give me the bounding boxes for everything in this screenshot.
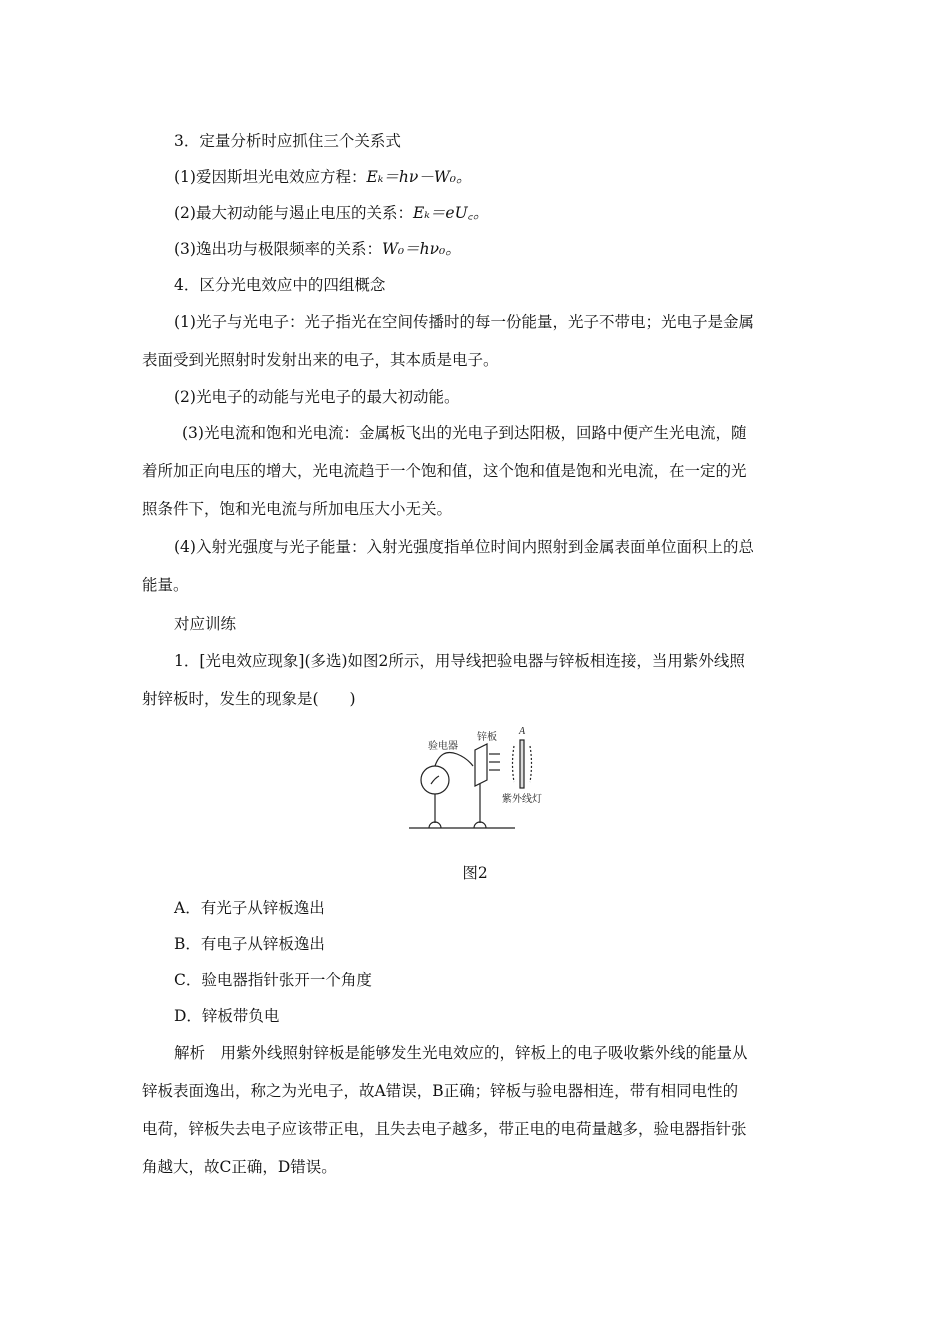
analysis-line4: 角越大，故C正确，D错误。 (142, 1158, 337, 1176)
option-a: A．有光子从锌板逸出 (174, 899, 325, 917)
concept-2: (2)光电子的动能与光电子的最大初动能。 (174, 388, 460, 406)
analysis-line3: 电荷，锌板失去电子应该带正电，且失去电子越多，带正电的电荷量越多，验电器指针张 (142, 1120, 747, 1138)
concept-3-line1: (3)光电流和饱和光电流：金属板飞出的光电子到达阳极，回路中便产生光电流，随 (182, 424, 747, 442)
analysis-line2: 锌板表面逸出，称之为光电子，故A错误，B正确；锌板与验电器相连，带有相同电性的 (142, 1082, 739, 1100)
relation-2 (174, 203, 489, 223)
section4-heading: 4．区分光电效应中的四组概念 (174, 276, 386, 294)
figure-caption: 图2 (462, 864, 488, 882)
option-b: B．有电子从锌板逸出 (174, 935, 325, 953)
relation-1-formula: Eₖ＝hν－W₀。 (366, 168, 472, 186)
relation-2-formula: Eₖ＝eU꜀。 (412, 204, 489, 222)
electroscope-body (421, 766, 449, 794)
figure-2-diagram (405, 722, 542, 832)
relation-1 (174, 167, 472, 187)
electroscope-needle (431, 776, 439, 784)
concept-3-line3: 照条件下，饱和光电流与所加电压大小无关。 (142, 500, 453, 518)
option-d: D．锌板带负电 (174, 1007, 280, 1025)
zinc-plate (475, 744, 487, 786)
relation-1-label: (1)爱因斯坦光电效应方程： (174, 168, 367, 186)
uv-lamp (520, 740, 524, 788)
option-c: C．验电器指针张开一个角度 (174, 971, 372, 989)
question-1-line2: 射锌板时，发生的现象是( ) (142, 690, 356, 708)
label-uv-lamp: 紫外线灯 (502, 794, 542, 805)
relation-2-label: (2)最大初动能与遏止电压的关系： (174, 204, 413, 222)
relation-3 (174, 239, 461, 259)
connecting-wire (435, 753, 473, 767)
training-heading: 对应训练 (174, 615, 237, 633)
relation-3-label: (3)逸出功与极限频率的关系： (174, 240, 382, 258)
concept-1-line2: 表面受到光照射时发射出来的电子，其本质是电子。 (142, 351, 499, 369)
concept-4-line1: (4)入射光强度与光子能量：入射光强度指单位时间内照射到金属表面单位面积上的总 (174, 538, 754, 556)
lamp-glow-left (513, 746, 515, 782)
label-A: A (519, 726, 526, 737)
analysis-line1: 解析 用紫外线照射锌板是能够发生光电效应的，锌板上的电子吸收紫外线的能量从 (174, 1044, 748, 1062)
lamp-glow-right (530, 746, 532, 782)
concept-1-line1: (1)光子与光电子：光子指光在空间传播时的每一份能量，光子不带电；光电子是金属 (174, 313, 754, 331)
label-electroscope: 验电器 (428, 741, 458, 752)
concept-3-line2: 着所加正向电压的增大，光电流趋于一个饱和值，这个饱和值是饱和光电流，在一定的光 (142, 462, 747, 480)
concept-4-line2: 能量。 (142, 576, 189, 594)
question-1-line1: 1．[光电效应现象](多选)如图2所示，用导线把验电器与锌板相连接，当用紫外线照 (174, 652, 745, 670)
section3-heading: 3．定量分析时应抓住三个关系式 (174, 132, 401, 150)
label-zinc: 锌板 (477, 732, 497, 743)
relation-3-formula: W₀＝hν₀。 (381, 240, 461, 258)
